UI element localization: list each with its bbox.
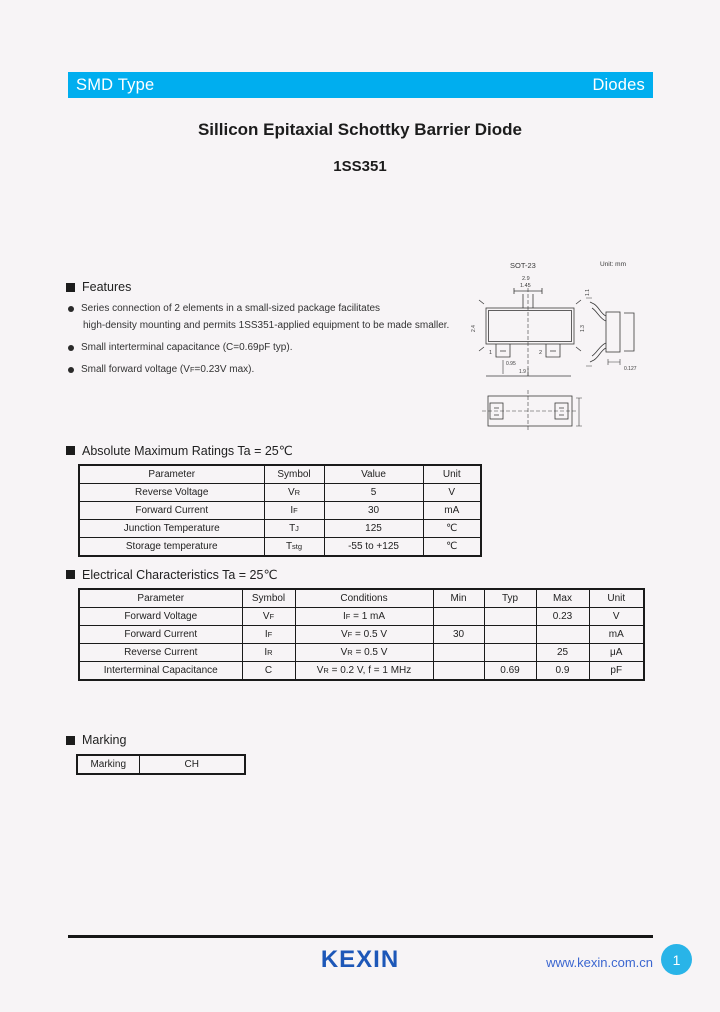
- feature-text-continued: high-density mounting and permits 1SS351-applied equipment to be made smaller.: [83, 320, 450, 331]
- part-number: 1SS351: [333, 158, 387, 175]
- marking-value-cell: CH: [139, 755, 245, 774]
- section-square-icon: [66, 446, 75, 455]
- bullet-icon: [68, 345, 74, 351]
- marking-table: [76, 754, 246, 775]
- pin1-label: 1: [489, 350, 493, 356]
- col-value: Value: [324, 465, 423, 484]
- table-row: Junction Temperature TJ 125 ℃: [79, 520, 481, 538]
- dim-pitch-label: 0.95: [506, 361, 516, 367]
- dim-lead-label: 0.127: [624, 366, 637, 372]
- table-row: [77, 755, 245, 774]
- website-link[interactable]: www.kexin.com.cn: [546, 955, 653, 970]
- col-max: Max: [536, 589, 589, 608]
- package-name-label: SOT-23: [510, 261, 536, 270]
- features-heading: [66, 280, 478, 294]
- marking-section: [66, 733, 246, 775]
- marking-label-cell: Marking: [77, 755, 139, 774]
- features-heading-label: Features: [82, 280, 132, 294]
- electrical-table: [78, 588, 645, 681]
- features-section: [66, 280, 478, 377]
- col-min: Min: [433, 589, 484, 608]
- abs-max-heading-label: Absolute Maximum Ratings Ta = 25℃: [82, 444, 293, 458]
- feature-item: [66, 341, 478, 355]
- table-row: Forward Voltage VF IF = 1 mA 0.23 V: [79, 608, 644, 626]
- feature-item: [66, 302, 478, 316]
- section-square-icon: [66, 570, 75, 579]
- feature-text: Small interterminal capacitance (C=0.69pF typ).: [81, 342, 293, 353]
- pin2-label: 2: [539, 350, 543, 356]
- table-row: Reverse Current IR VR = 0.5 V 25 μA: [79, 644, 644, 662]
- col-parameter: Parameter: [79, 589, 242, 608]
- dim-span-label: 1.9: [519, 369, 526, 375]
- document-title: Sillicon Epitaxial Schottky Barrier Diode: [197, 120, 523, 139]
- abs-max-table: [78, 464, 482, 557]
- page-number-badge: 1: [661, 944, 692, 975]
- section-square-icon: [66, 283, 75, 292]
- table-header-row: [79, 465, 481, 484]
- feature-item: [66, 363, 478, 377]
- header-right-label: Diodes: [592, 75, 645, 94]
- section-square-icon: [66, 736, 75, 745]
- abs-max-heading: [66, 443, 482, 458]
- header-left-label: SMD Type: [76, 75, 155, 94]
- bullet-icon: [68, 367, 74, 373]
- abs-max-section: [66, 443, 482, 557]
- feature-text: Small forward voltage (VF=0.23V max).: [81, 364, 255, 375]
- dim-side-label: 1.1: [585, 289, 591, 296]
- dim-top2-label: 1.45: [520, 283, 531, 289]
- table-row: Forward Current IF 30 mA: [79, 502, 481, 520]
- col-parameter: Parameter: [79, 465, 264, 484]
- electrical-section: [66, 567, 645, 681]
- feature-text: Series connection of 2 elements in a small-sized package facilitates: [81, 303, 381, 314]
- electrical-heading-label: Electrical Characteristics Ta = 25℃: [82, 568, 278, 582]
- col-symbol: Symbol: [242, 589, 295, 608]
- col-typ: Typ: [484, 589, 536, 608]
- electrical-heading: [66, 567, 645, 582]
- package-outline-drawing: [466, 250, 662, 442]
- table-row: Storage temperature Tstg -55 to +125 ℃: [79, 538, 481, 557]
- table-row: Interterminal Capacitance C VR = 0.2 V, f = 1 MHz 0.69 0.9 pF: [79, 662, 644, 681]
- unit-label: Unit: mm: [600, 261, 626, 268]
- col-unit: Unit: [589, 589, 644, 608]
- sot23-drawing-svg: [466, 250, 662, 442]
- footer-rule: [68, 935, 653, 938]
- dim-left-label: 2.4: [471, 325, 477, 332]
- table-header-row: [79, 589, 644, 608]
- col-conditions: Conditions: [295, 589, 433, 608]
- dim-right-label: 1.3: [580, 325, 586, 332]
- header-bar: [68, 72, 653, 98]
- bullet-icon: [68, 306, 74, 312]
- table-row: Reverse Voltage VR 5 V: [79, 484, 481, 502]
- marking-heading: [66, 733, 246, 747]
- col-symbol: Symbol: [264, 465, 324, 484]
- col-unit: Unit: [423, 465, 481, 484]
- marking-heading-label: Marking: [82, 733, 127, 747]
- table-row: Forward Current IF VF = 0.5 V 30 mA: [79, 626, 644, 644]
- kexin-logo: KEXIN: [320, 946, 400, 973]
- dim-top1-label: 2.9: [522, 276, 530, 282]
